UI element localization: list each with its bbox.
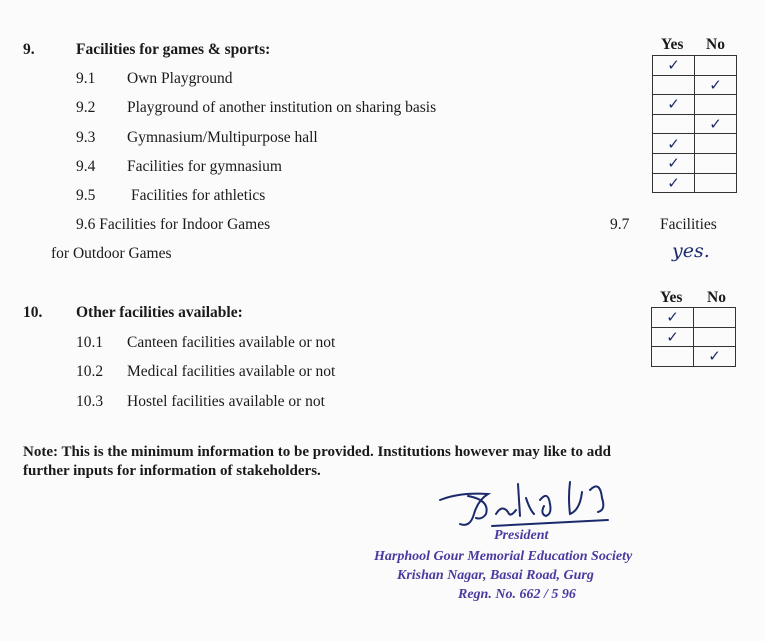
yes-checkbox-9-2[interactable] <box>653 75 695 95</box>
note-line-2: further inputs for information of stakeholders. <box>23 463 321 479</box>
item-9-4-num: 9.4 <box>76 158 96 175</box>
answer-row-9-4 <box>653 114 737 134</box>
item-9-1-label: Own Playground <box>127 70 233 87</box>
item-9-2-label: Playground of another institution on sharing basis <box>127 99 437 116</box>
item-9-5-label: Facilities for athletics <box>131 187 266 204</box>
stamp-society-name: Harphool Gour Memorial Education Society <box>374 549 633 564</box>
yes-checkbox-9-1[interactable] <box>653 56 695 76</box>
check-icon: ✓ <box>667 95 680 114</box>
answer-row-9-1 <box>653 56 737 76</box>
stamp-president: President <box>494 528 549 543</box>
answer-row-10-1 <box>652 308 736 328</box>
no-checkbox-10-2[interactable] <box>694 327 736 347</box>
stamp-address: Krishan Nagar, Basai Road, Gurg <box>397 568 594 583</box>
no-checkbox-9-7[interactable] <box>695 173 737 193</box>
section-10-title: Other facilities available: <box>76 304 243 321</box>
no-checkbox-10-3[interactable] <box>694 347 736 367</box>
item-9-4-label: Facilities for gymnasium <box>127 158 282 175</box>
item-9-7-continuation: for Outdoor Games <box>51 245 172 262</box>
check-icon: ✓ <box>666 327 679 346</box>
item-9-3-num: 9.3 <box>76 129 96 146</box>
yes-checkbox-9-7[interactable] <box>653 173 695 193</box>
yes-checkbox-9-6[interactable] <box>653 153 695 173</box>
handwritten-yes-answer: yes. <box>672 240 710 262</box>
no-checkbox-9-6[interactable] <box>695 153 737 173</box>
no-checkbox-9-1[interactable] <box>695 56 737 76</box>
answer-row-9-6 <box>653 153 737 173</box>
section-9-title: Facilities for games & sports: <box>76 41 271 58</box>
yes-checkbox-10-3[interactable] <box>652 347 694 367</box>
section-9-number: 9. <box>23 41 35 58</box>
item-9-3-label: Gymnasium/Multipurpose hall <box>127 129 318 146</box>
item-9-6-label: 9.6 Facilities for Indoor Games <box>76 216 271 233</box>
yes-checkbox-10-1[interactable] <box>652 308 694 328</box>
stamp-registration: Regn. No. 662 / 5 96 <box>458 587 576 602</box>
answer-row-9-5 <box>653 134 737 154</box>
no-checkbox-9-4[interactable] <box>695 114 737 134</box>
no-checkbox-9-5[interactable] <box>695 134 737 154</box>
item-9-7-label: Facilities <box>660 216 717 233</box>
answer-row-9-7 <box>653 173 737 193</box>
answer-row-10-2 <box>652 327 736 347</box>
item-9-2-num: 9.2 <box>76 99 96 116</box>
check-icon: ✓ <box>667 154 680 173</box>
check-icon: ✓ <box>667 56 680 75</box>
answer-row-9-2 <box>653 75 737 95</box>
section-10-yes-header: Yes <box>660 289 683 306</box>
note-line-1: Note: This is the minimum information to be provided. Institutions however may like to add <box>23 444 611 460</box>
check-icon: ✓ <box>667 134 680 153</box>
no-checkbox-10-1[interactable] <box>694 308 736 328</box>
section-9-answer-grid <box>652 55 737 193</box>
yes-checkbox-9-5[interactable] <box>653 134 695 154</box>
handwritten-signature <box>430 470 620 532</box>
item-10-1-num: 10.1 <box>76 334 104 351</box>
check-icon: ✓ <box>709 75 722 94</box>
check-icon: ✓ <box>667 173 680 192</box>
item-10-3-num: 10.3 <box>76 393 104 410</box>
item-10-2-label: Medical facilities available or not <box>127 363 336 380</box>
section-9-no-header: No <box>706 36 725 53</box>
check-icon: ✓ <box>708 347 721 366</box>
yes-checkbox-10-2[interactable] <box>652 327 694 347</box>
check-icon: ✓ <box>709 115 722 134</box>
item-10-2-num: 10.2 <box>76 363 104 380</box>
answer-row-9-3 <box>653 95 737 115</box>
section-10-no-header: No <box>707 289 726 306</box>
check-icon: ✓ <box>666 308 679 327</box>
no-checkbox-9-2[interactable] <box>695 75 737 95</box>
item-10-1-label: Canteen facilities available or not <box>127 334 336 351</box>
answer-row-10-3 <box>652 347 736 367</box>
yes-checkbox-9-4[interactable] <box>653 114 695 134</box>
item-9-5-num: 9.5 <box>76 187 96 204</box>
yes-checkbox-9-3[interactable] <box>653 95 695 115</box>
section-10-number: 10. <box>23 304 43 321</box>
section-10-answer-grid <box>651 307 736 367</box>
item-9-7-num: 9.7 <box>610 216 630 233</box>
no-checkbox-9-3[interactable] <box>695 95 737 115</box>
section-9-yes-header: Yes <box>661 36 684 53</box>
item-10-3-label: Hostel facilities available or not <box>127 393 325 410</box>
item-9-1-num: 9.1 <box>76 70 96 87</box>
